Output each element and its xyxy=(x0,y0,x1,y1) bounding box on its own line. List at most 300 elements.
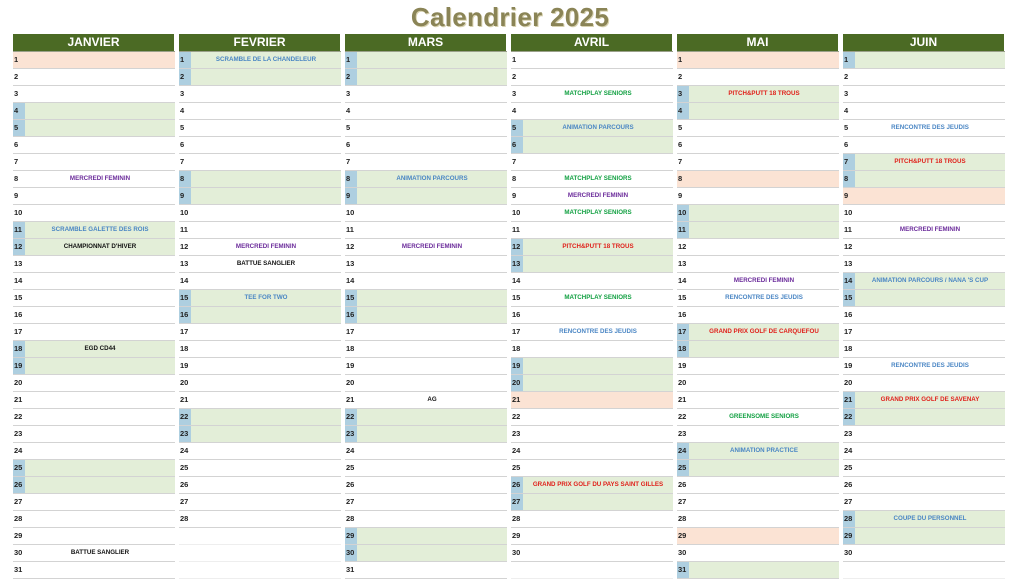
day-row[interactable] xyxy=(843,409,1005,426)
day-row[interactable] xyxy=(677,392,839,409)
day-row[interactable] xyxy=(179,358,341,375)
day-row[interactable] xyxy=(345,341,507,358)
day-row[interactable] xyxy=(13,205,175,222)
day-row[interactable] xyxy=(843,205,1005,222)
day-number: 27 xyxy=(180,497,189,506)
day-number: 13 xyxy=(678,259,687,268)
day-row[interactable] xyxy=(179,494,341,511)
day-row[interactable] xyxy=(511,256,673,273)
day-number: 17 xyxy=(844,327,853,336)
day-row[interactable] xyxy=(13,409,175,426)
event-label: MATCHPLAY SENIORS xyxy=(564,90,632,97)
day-row[interactable] xyxy=(345,511,507,528)
day-row[interactable] xyxy=(179,307,341,324)
day-row[interactable] xyxy=(677,307,839,324)
day-row[interactable] xyxy=(511,358,673,375)
day-row[interactable] xyxy=(13,528,175,545)
day-row[interactable] xyxy=(345,528,507,545)
day-row[interactable] xyxy=(843,375,1005,392)
day-number: 1 xyxy=(512,55,517,64)
day-row[interactable] xyxy=(677,171,839,188)
day-row[interactable] xyxy=(843,358,1005,375)
day-number: 6 xyxy=(14,140,19,149)
day-row[interactable] xyxy=(511,341,673,358)
day-number: 5 xyxy=(180,123,185,132)
event-label: BATTUE SANGLIER xyxy=(70,549,130,556)
day-row[interactable] xyxy=(511,511,673,528)
day-number: 16 xyxy=(14,310,23,319)
day-number: 5 xyxy=(511,120,523,136)
event-label: MERCREDI FEMININ xyxy=(235,243,297,250)
day-row[interactable] xyxy=(345,307,507,324)
day-number: 21 xyxy=(14,395,23,404)
event-label: GREENSOME SENIORS xyxy=(729,413,799,420)
day-number: 23 xyxy=(345,426,357,442)
day-row[interactable] xyxy=(843,103,1005,120)
day-number: 3 xyxy=(677,86,689,102)
day-number: 30 xyxy=(844,548,853,557)
day-number: 3 xyxy=(180,89,185,98)
day-row[interactable] xyxy=(843,528,1005,545)
day-row[interactable] xyxy=(179,239,341,256)
day-row[interactable] xyxy=(511,375,673,392)
day-row[interactable] xyxy=(13,358,175,375)
day-row xyxy=(179,528,341,545)
day-row[interactable] xyxy=(345,545,507,562)
day-number: 31 xyxy=(677,562,689,578)
calendar-title: Calendrier 2025 xyxy=(410,2,610,32)
day-row[interactable] xyxy=(843,52,1005,69)
event-label: TEE FOR TWO xyxy=(244,294,288,301)
day-number: 23 xyxy=(14,429,23,438)
day-row[interactable] xyxy=(179,477,341,494)
day-number: 17 xyxy=(346,327,355,336)
day-number: 11 xyxy=(844,225,852,234)
day-number: 23 xyxy=(844,429,853,438)
day-row[interactable] xyxy=(511,545,673,562)
day-row[interactable] xyxy=(179,52,341,69)
day-row[interactable] xyxy=(511,477,673,494)
day-row[interactable] xyxy=(677,256,839,273)
day-row[interactable] xyxy=(179,511,341,528)
day-row[interactable] xyxy=(677,69,839,86)
day-row[interactable] xyxy=(345,443,507,460)
day-number: 2 xyxy=(678,72,683,81)
day-number: 16 xyxy=(678,310,687,319)
day-number: 8 xyxy=(179,171,191,187)
day-row[interactable] xyxy=(511,443,673,460)
day-row[interactable] xyxy=(843,341,1005,358)
day-row[interactable] xyxy=(677,477,839,494)
day-number: 7 xyxy=(678,157,683,166)
day-row[interactable] xyxy=(345,205,507,222)
day-row[interactable] xyxy=(677,324,839,341)
event-label: MATCHPLAY SENIORS xyxy=(564,209,632,216)
day-row[interactable] xyxy=(345,290,507,307)
day-row[interactable] xyxy=(179,171,341,188)
day-number: 21 xyxy=(678,395,687,404)
day-number: 2 xyxy=(14,72,19,81)
day-row[interactable] xyxy=(843,307,1005,324)
day-row[interactable] xyxy=(511,273,673,290)
day-row[interactable] xyxy=(345,409,507,426)
day-row[interactable] xyxy=(13,375,175,392)
day-row[interactable] xyxy=(179,375,341,392)
day-number: 22 xyxy=(512,412,521,421)
day-row[interactable] xyxy=(677,290,839,307)
day-row[interactable] xyxy=(179,86,341,103)
day-row[interactable] xyxy=(511,392,673,409)
day-row[interactable] xyxy=(345,494,507,511)
month-header: FEVRIER xyxy=(179,34,341,51)
day-row[interactable] xyxy=(345,69,507,86)
day-row[interactable] xyxy=(843,443,1005,460)
day-row[interactable] xyxy=(345,273,507,290)
day-row[interactable] xyxy=(511,239,673,256)
event-label: RENCONTRE DES JEUDIS xyxy=(559,328,637,335)
day-number: 6 xyxy=(844,140,849,149)
day-number: 10 xyxy=(180,208,189,217)
day-row[interactable] xyxy=(179,392,341,409)
day-row[interactable] xyxy=(677,52,839,69)
month-header: JANVIER xyxy=(13,34,175,51)
day-row[interactable] xyxy=(843,171,1005,188)
day-row[interactable] xyxy=(13,392,175,409)
day-row[interactable] xyxy=(511,86,673,103)
day-number: 24 xyxy=(844,446,853,455)
day-row[interactable] xyxy=(511,324,673,341)
day-number: 10 xyxy=(346,208,355,217)
day-row[interactable] xyxy=(345,562,507,579)
day-number: 6 xyxy=(180,140,185,149)
day-number: 14 xyxy=(678,276,687,285)
day-row[interactable] xyxy=(179,426,341,443)
day-row[interactable] xyxy=(345,477,507,494)
day-number: 3 xyxy=(512,89,517,98)
day-number: 27 xyxy=(511,494,523,510)
day-row[interactable] xyxy=(677,273,839,290)
day-number: 19 xyxy=(180,361,189,370)
day-row[interactable] xyxy=(13,477,175,494)
day-number: 2 xyxy=(179,69,191,85)
day-number: 9 xyxy=(14,191,19,200)
day-row[interactable] xyxy=(179,409,341,426)
day-number: 26 xyxy=(180,480,189,489)
day-row[interactable] xyxy=(677,562,839,579)
day-row[interactable] xyxy=(179,324,341,341)
day-row[interactable] xyxy=(677,494,839,511)
day-row[interactable] xyxy=(677,409,839,426)
day-row[interactable] xyxy=(345,358,507,375)
day-row[interactable] xyxy=(345,256,507,273)
day-row[interactable] xyxy=(345,460,507,477)
day-row[interactable] xyxy=(677,511,839,528)
day-number: 22 xyxy=(678,412,687,421)
day-number: 2 xyxy=(512,72,517,81)
day-row[interactable] xyxy=(843,222,1005,239)
day-row[interactable] xyxy=(843,239,1005,256)
event-label: PITCH&PUTT 18 TROUS xyxy=(562,243,634,250)
day-number: 24 xyxy=(180,446,189,455)
day-row[interactable] xyxy=(13,52,175,69)
day-number: 9 xyxy=(678,191,683,200)
event-label: AG xyxy=(427,396,437,403)
day-number: 28 xyxy=(14,514,23,523)
day-row[interactable] xyxy=(677,86,839,103)
day-row[interactable] xyxy=(511,528,673,545)
day-number: 25 xyxy=(844,463,853,472)
event-label: BATTUE SANGLIER xyxy=(236,260,296,267)
day-row[interactable] xyxy=(677,103,839,120)
day-row[interactable] xyxy=(179,222,341,239)
day-row[interactable] xyxy=(13,443,175,460)
day-row[interactable] xyxy=(511,426,673,443)
day-row[interactable] xyxy=(179,460,341,477)
day-row[interactable] xyxy=(345,120,507,137)
day-number: 1 xyxy=(13,52,25,68)
day-row[interactable] xyxy=(13,120,175,137)
day-row[interactable] xyxy=(511,460,673,477)
day-row[interactable] xyxy=(511,137,673,154)
day-number: 27 xyxy=(14,497,23,506)
event-label: GRAND PRIX GOLF DU PAYS SAINT GILLES xyxy=(532,481,664,488)
day-row[interactable] xyxy=(345,86,507,103)
day-row[interactable] xyxy=(511,52,673,69)
day-row[interactable] xyxy=(13,511,175,528)
day-number: 28 xyxy=(678,514,687,523)
day-number: 17 xyxy=(14,327,23,336)
month-header: AVRIL xyxy=(511,34,673,51)
day-row[interactable] xyxy=(511,290,673,307)
day-row[interactable] xyxy=(345,52,507,69)
day-number: 29 xyxy=(677,528,689,544)
day-row[interactable] xyxy=(843,494,1005,511)
day-number: 4 xyxy=(844,106,849,115)
day-rows xyxy=(843,51,1005,579)
day-row[interactable] xyxy=(677,443,839,460)
day-row[interactable] xyxy=(179,273,341,290)
month-column-juin xyxy=(843,34,1005,576)
day-number: 5 xyxy=(13,120,25,136)
day-row[interactable] xyxy=(179,205,341,222)
day-number: 30 xyxy=(14,548,23,557)
day-row[interactable] xyxy=(511,103,673,120)
day-number: 6 xyxy=(678,140,683,149)
day-row[interactable] xyxy=(179,69,341,86)
day-row[interactable] xyxy=(13,137,175,154)
day-number: 15 xyxy=(345,290,357,306)
day-number: 30 xyxy=(678,548,687,557)
day-number: 11 xyxy=(677,222,689,238)
day-row[interactable] xyxy=(843,477,1005,494)
event-label: RENCONTRE DES JEUDIS xyxy=(891,124,969,131)
day-row[interactable] xyxy=(511,205,673,222)
day-number: 12 xyxy=(346,242,355,251)
day-row[interactable] xyxy=(677,239,839,256)
day-row[interactable] xyxy=(511,307,673,324)
day-number: 18 xyxy=(346,344,355,353)
day-row[interactable] xyxy=(179,256,341,273)
day-row[interactable] xyxy=(511,171,673,188)
day-row[interactable] xyxy=(843,324,1005,341)
day-row[interactable] xyxy=(13,426,175,443)
day-row[interactable] xyxy=(511,494,673,511)
day-row[interactable] xyxy=(13,69,175,86)
day-number: 8 xyxy=(14,174,19,183)
day-row[interactable] xyxy=(345,392,507,409)
day-row[interactable] xyxy=(179,137,341,154)
month-header: MAI xyxy=(677,34,839,51)
day-number: 27 xyxy=(844,497,853,506)
day-number: 20 xyxy=(180,378,189,387)
day-number: 14 xyxy=(180,276,189,285)
day-number: 5 xyxy=(678,123,683,132)
day-number: 1 xyxy=(345,52,357,68)
day-row[interactable] xyxy=(13,562,175,579)
day-number: 28 xyxy=(180,514,189,523)
day-number: 15 xyxy=(179,290,191,306)
day-row[interactable] xyxy=(677,375,839,392)
day-row[interactable] xyxy=(677,341,839,358)
day-number: 10 xyxy=(14,208,23,217)
day-row[interactable] xyxy=(843,392,1005,409)
day-number: 31 xyxy=(346,565,355,574)
day-row[interactable] xyxy=(13,239,175,256)
day-number: 28 xyxy=(512,514,521,523)
day-row[interactable] xyxy=(843,69,1005,86)
day-row[interactable] xyxy=(677,460,839,477)
month-column-mai xyxy=(677,34,839,576)
day-row[interactable] xyxy=(843,511,1005,528)
day-number: 22 xyxy=(179,409,191,425)
day-row[interactable] xyxy=(843,273,1005,290)
day-row[interactable] xyxy=(677,137,839,154)
day-row[interactable] xyxy=(345,324,507,341)
day-number: 13 xyxy=(511,256,523,272)
day-row[interactable] xyxy=(677,154,839,171)
day-row[interactable] xyxy=(13,86,175,103)
day-number: 15 xyxy=(14,293,23,302)
day-row[interactable] xyxy=(843,460,1005,477)
month-column-mars xyxy=(345,34,507,576)
day-number: 13 xyxy=(346,259,355,268)
day-row[interactable] xyxy=(179,290,341,307)
day-row[interactable] xyxy=(13,290,175,307)
day-number: 22 xyxy=(345,409,357,425)
day-row[interactable] xyxy=(843,188,1005,205)
day-row[interactable] xyxy=(13,154,175,171)
day-row[interactable] xyxy=(345,171,507,188)
day-row[interactable] xyxy=(345,188,507,205)
day-row[interactable] xyxy=(843,256,1005,273)
day-row[interactable] xyxy=(13,324,175,341)
day-row[interactable] xyxy=(677,205,839,222)
day-row[interactable] xyxy=(179,341,341,358)
day-row[interactable] xyxy=(13,103,175,120)
day-row[interactable] xyxy=(677,528,839,545)
day-number: 4 xyxy=(677,103,689,119)
day-number: 23 xyxy=(678,429,687,438)
day-row[interactable] xyxy=(179,443,341,460)
day-number: 9 xyxy=(179,188,191,204)
day-number: 29 xyxy=(345,528,357,544)
day-number: 22 xyxy=(14,412,23,421)
day-row[interactable] xyxy=(843,290,1005,307)
day-row[interactable] xyxy=(843,545,1005,562)
day-number: 14 xyxy=(14,276,23,285)
day-row[interactable] xyxy=(179,188,341,205)
day-number: 10 xyxy=(844,208,853,217)
day-row[interactable] xyxy=(511,120,673,137)
day-row[interactable] xyxy=(511,409,673,426)
day-row[interactable] xyxy=(345,103,507,120)
day-row[interactable] xyxy=(677,545,839,562)
day-row[interactable] xyxy=(677,426,839,443)
day-row[interactable] xyxy=(13,341,175,358)
day-number: 19 xyxy=(511,358,523,374)
day-number: 15 xyxy=(843,290,855,306)
day-row[interactable] xyxy=(13,545,175,562)
day-row[interactable] xyxy=(843,120,1005,137)
day-row[interactable] xyxy=(13,222,175,239)
day-number: 4 xyxy=(180,106,185,115)
day-row[interactable] xyxy=(677,222,839,239)
day-row[interactable] xyxy=(843,86,1005,103)
day-row[interactable] xyxy=(345,222,507,239)
day-number: 10 xyxy=(677,205,689,221)
day-row[interactable] xyxy=(677,120,839,137)
day-number: 6 xyxy=(346,140,351,149)
day-row[interactable] xyxy=(677,188,839,205)
day-row[interactable] xyxy=(843,154,1005,171)
day-row[interactable] xyxy=(843,137,1005,154)
day-number: 16 xyxy=(345,307,357,323)
day-row[interactable] xyxy=(345,239,507,256)
day-row[interactable] xyxy=(345,375,507,392)
day-row[interactable] xyxy=(345,426,507,443)
day-number: 13 xyxy=(844,259,853,268)
day-row[interactable] xyxy=(13,494,175,511)
day-row[interactable] xyxy=(13,256,175,273)
day-number: 24 xyxy=(512,446,521,455)
day-number: 30 xyxy=(512,548,521,557)
day-row[interactable] xyxy=(13,460,175,477)
event-label: CHAMPIONNAT D'HIVER xyxy=(63,243,137,250)
day-number: 21 xyxy=(346,395,355,404)
day-row[interactable] xyxy=(843,426,1005,443)
day-row[interactable] xyxy=(13,171,175,188)
day-number: 3 xyxy=(346,89,351,98)
day-number: 20 xyxy=(14,378,23,387)
day-row[interactable] xyxy=(345,137,507,154)
day-number: 14 xyxy=(346,276,355,285)
day-row[interactable] xyxy=(179,154,341,171)
day-row[interactable] xyxy=(179,103,341,120)
day-number: 29 xyxy=(14,531,23,540)
day-row[interactable] xyxy=(511,69,673,86)
day-row[interactable] xyxy=(511,222,673,239)
day-row[interactable] xyxy=(13,188,175,205)
day-row[interactable] xyxy=(179,120,341,137)
day-row[interactable] xyxy=(511,188,673,205)
day-row[interactable] xyxy=(345,154,507,171)
day-row[interactable] xyxy=(511,154,673,171)
day-row[interactable] xyxy=(13,273,175,290)
day-number: 1 xyxy=(179,52,191,68)
day-row[interactable] xyxy=(677,358,839,375)
day-number: 7 xyxy=(346,157,351,166)
day-row[interactable] xyxy=(13,307,175,324)
